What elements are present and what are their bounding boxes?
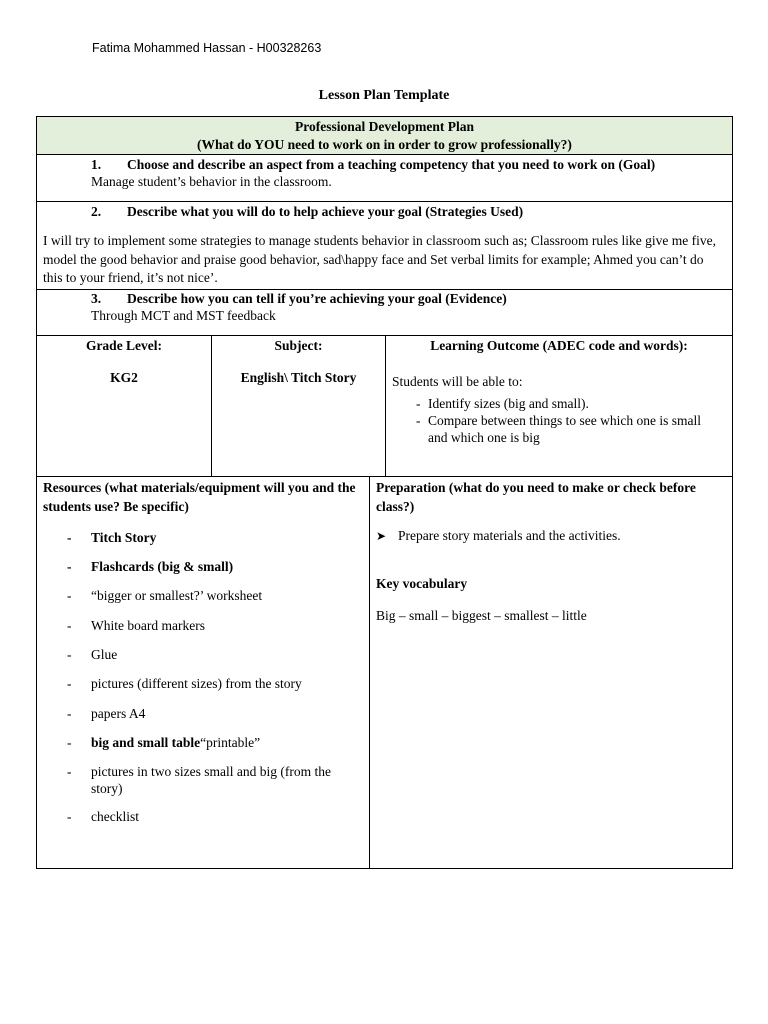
- arrow-bullet-icon: ➤: [376, 529, 387, 543]
- subject-cell: [212, 336, 386, 476]
- outcome-intro: Students will be able to:: [392, 374, 523, 389]
- vocab-title: Key vocabulary: [376, 576, 468, 591]
- section-body: Manage student’s behavior in the classroom.: [91, 174, 332, 189]
- pd-plan-header: [36, 116, 733, 155]
- pd-section-strategies: [36, 201, 733, 290]
- pd-section-evidence: [36, 289, 733, 336]
- preparation-cell: [370, 477, 732, 868]
- section-body: Through MCT and MST feedback: [91, 308, 276, 323]
- outcome-label: Learning Outcome (ADEC code and words):: [430, 338, 688, 353]
- document-title: Lesson Plan Template: [318, 88, 450, 103]
- subject-value: English\ Titch Story: [240, 370, 357, 385]
- grade-label: Grade Level:: [85, 338, 163, 353]
- section-heading: 1. Choose and describe an aspect from a teaching competency that you need to work on (Goal): [91, 157, 656, 172]
- author-line: Fatima Mohammed Hassan - H00328263: [92, 41, 322, 55]
- section-body: I will try to implement some strategies to manage students behavior in classroom such as; Classroom rules like give me five, model the good behavior and praise good behavior, sad\happy face and Set verbal limits for example; Ahmed you can’t do this to your friend, it’s not nice’.: [43, 233, 716, 285]
- resources-cell: Resources (what materials/equipment will you and the students use? Be specific) - Titch Story - Flashcards (big & small) - “bigger or smallest?’ worksheet - White board markers - Glue - pictures (different sizes) from the story - papers A4 - big and small table“printable” - pictures in two sizes small and big (from the story) - checklist: [37, 477, 370, 868]
- pd-section-goal: [36, 154, 733, 202]
- section-heading: 3. Describe how you can tell if you’re achieving your goal (Evidence): [91, 291, 507, 306]
- lesson-info-row: [36, 335, 733, 477]
- pd-plan-subtitle: (What do YOU need to work on in order to grow professionally?): [197, 137, 572, 152]
- vocab-list: Big – small – biggest – smallest – little: [376, 608, 587, 623]
- pd-plan-title: Professional Development Plan: [295, 119, 474, 134]
- resources-preparation-row: [36, 476, 733, 869]
- section-heading: 2. Describe what you will do to help achieve your goal (Strategies Used): [91, 204, 524, 219]
- grade-value: KG2: [110, 370, 138, 385]
- resources-title: Resources (what materials/equipment will you and the students use? Be specific): [43, 480, 356, 514]
- outcome-cell: Learning Outcome (ADEC code and words): Students will be able to: - Identify sizes (big and small). - Compare between things to see which one is small and which one is big: [386, 336, 732, 476]
- preparation-title: Preparation (what do you need to make or check before class?): [376, 480, 696, 514]
- grade-cell: [37, 336, 212, 476]
- preparation-bullet: ➤ Prepare story materials and the activities.: [376, 528, 621, 543]
- subject-label: Subject:: [274, 338, 323, 353]
